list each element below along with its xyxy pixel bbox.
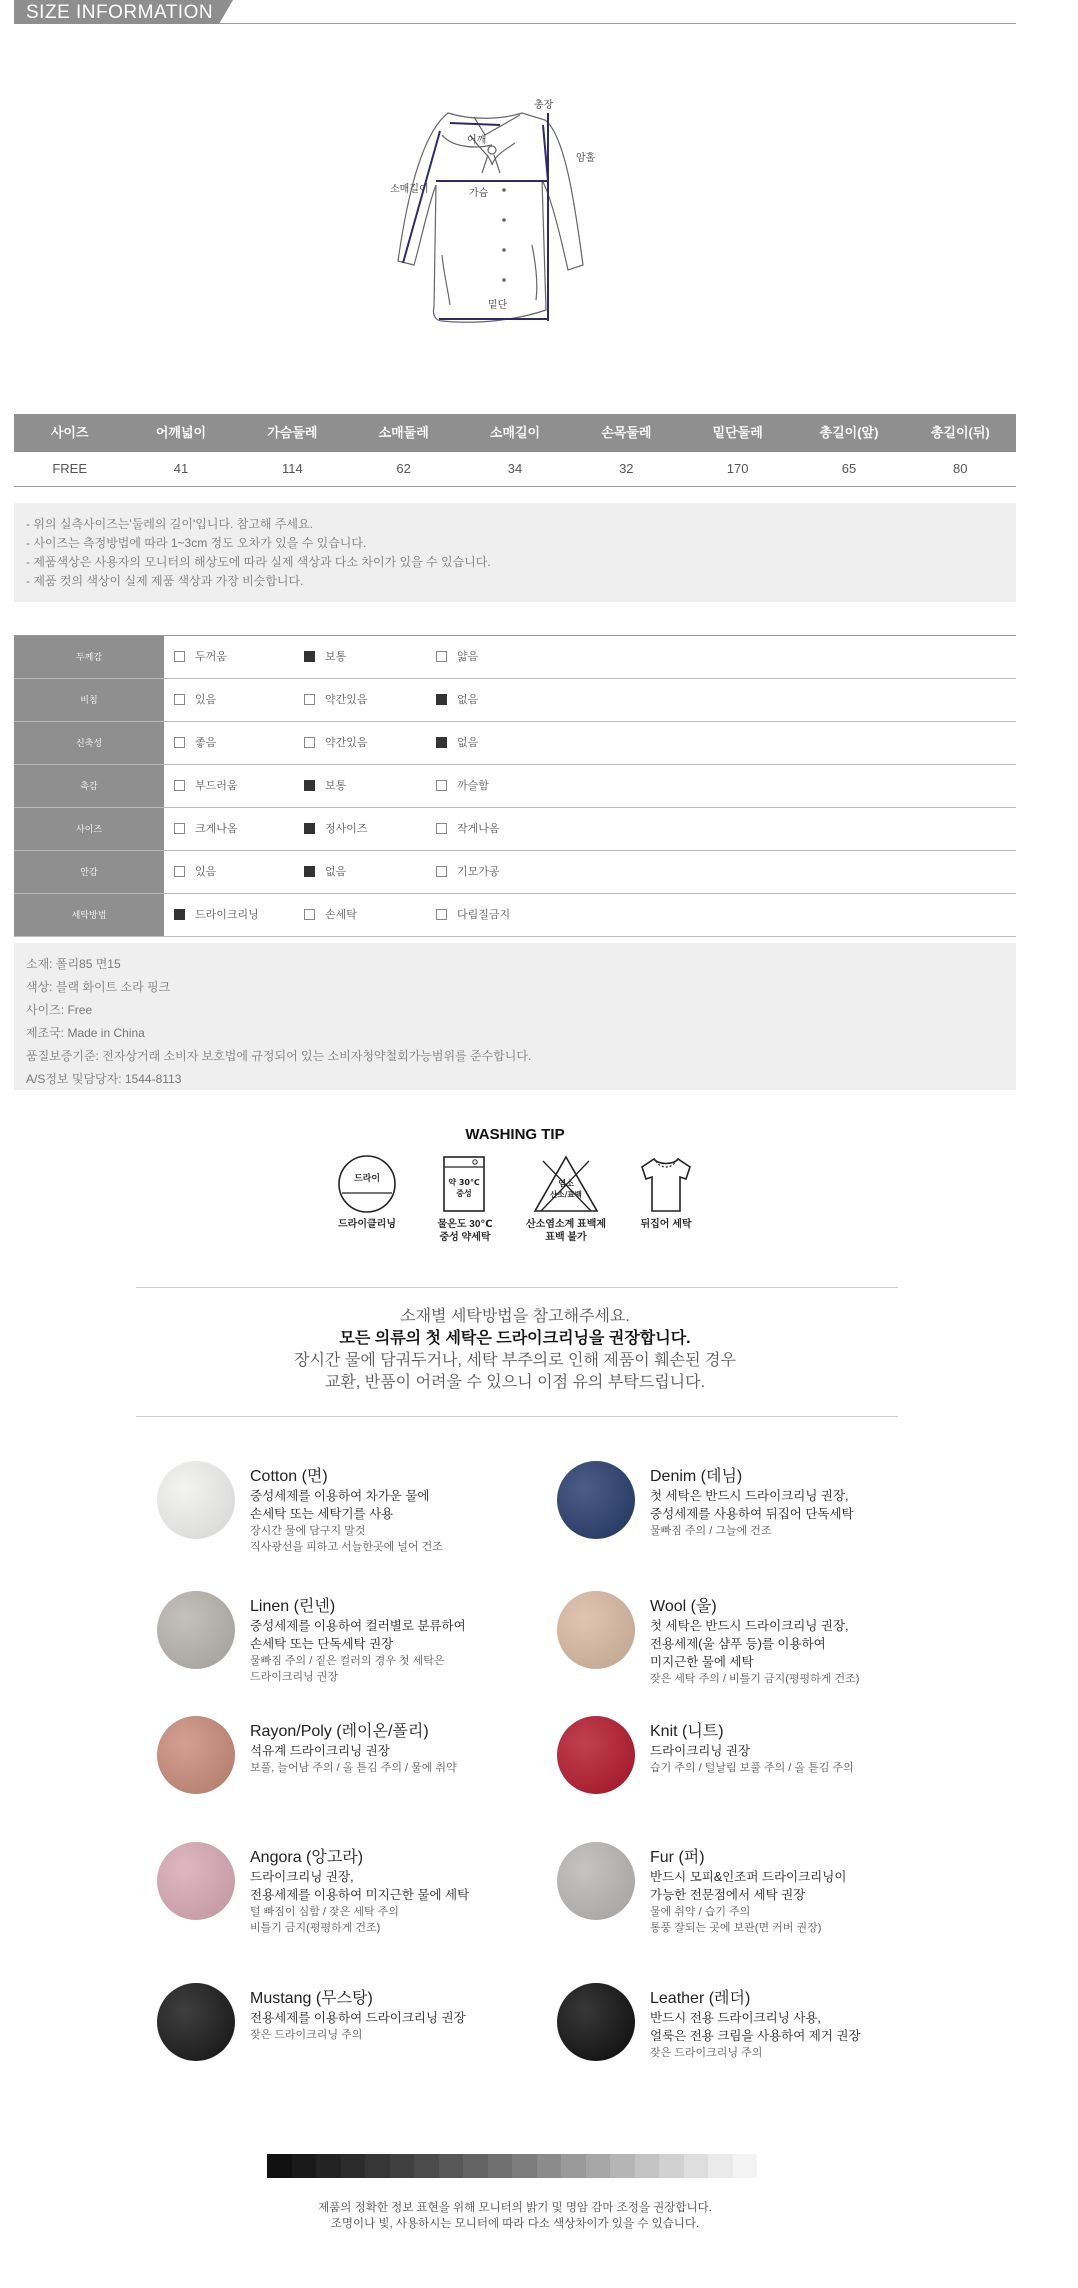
attribute-option bbox=[304, 822, 368, 836]
care-line: 전용세제(울 샴푸 등)를 이용하여 bbox=[650, 1637, 826, 1651]
grayscale-swatch bbox=[463, 2154, 488, 2178]
care-line: 손세탁 또는 단독세탁 권장 bbox=[250, 1637, 394, 1651]
label-sleeve-length: 소매길이 bbox=[390, 184, 429, 195]
table-cell: 170 bbox=[726, 461, 749, 476]
attribute-option bbox=[174, 865, 216, 879]
fabric-care-text bbox=[650, 1617, 859, 1687]
attribute-option bbox=[436, 736, 478, 750]
garment-diagram bbox=[370, 95, 640, 365]
wash-label bbox=[606, 1218, 726, 1231]
fabric-care-text bbox=[650, 2009, 861, 2061]
care-note: 습기 주의 / 털날림 보풀 주의 / 올 튿김 주의 bbox=[650, 1762, 854, 1774]
no-bleach-icon bbox=[531, 1153, 611, 1215]
checkbox-icon bbox=[436, 694, 447, 705]
column-header: 가슴둘레 bbox=[267, 425, 318, 440]
column-header: 총길이(앞) bbox=[819, 425, 879, 440]
checkbox-icon bbox=[304, 866, 315, 877]
product-info bbox=[14, 943, 1016, 1090]
care-note: 보풀, 늘어남 주의 / 올 튿김 주의 / 물에 취약 bbox=[250, 1762, 457, 1774]
attribute-option bbox=[304, 736, 368, 750]
care-line: 중성세제를 이용하여 컬러별로 분류하여 bbox=[250, 1619, 466, 1633]
attribute-label: 세탁방법 bbox=[14, 894, 164, 936]
label-hem: 밑단 bbox=[488, 300, 508, 311]
fabric-swatch bbox=[157, 1983, 235, 2061]
care-note: 직사광선을 피하고 서늘한곳에 널어 건조 bbox=[250, 1541, 443, 1553]
table-cell: FREE bbox=[52, 461, 87, 476]
fabric-name: Fur (퍼) bbox=[650, 1849, 705, 1866]
care-line: 반드시 전용 드라이크리닝 사용, bbox=[650, 2011, 821, 2025]
attribute-label: 두께감 bbox=[14, 636, 164, 678]
attribute-label: 비침 bbox=[14, 679, 164, 721]
care-line: 중성세제를 이용하여 차가운 물에 bbox=[250, 1489, 430, 1503]
care-note: 잦은 드라이크리닝 주의 bbox=[250, 2029, 363, 2041]
wash-label-text: 표백 불가 bbox=[545, 1232, 587, 1243]
column-header: 사이즈 bbox=[50, 425, 89, 440]
fabric-name: Linen (린넨) bbox=[250, 1598, 336, 1615]
care-line: 손세탁 또는 세탁기를 사용 bbox=[250, 1507, 394, 1521]
grayscale-swatch bbox=[341, 2154, 366, 2178]
info-line: A/S정보 및담당자: 1544-8113 bbox=[26, 1072, 182, 1086]
option-label: 있음 bbox=[195, 694, 217, 706]
wash-label-text: 뒤집어 세탁 bbox=[640, 1219, 692, 1230]
checkbox-icon bbox=[174, 866, 185, 877]
table-cell: 34 bbox=[507, 461, 523, 476]
attribute-row bbox=[14, 722, 1016, 765]
fabric-name: Knit (니트) bbox=[650, 1723, 724, 1740]
fabric-swatch bbox=[557, 1983, 635, 2061]
option-label: 없음 bbox=[457, 694, 479, 706]
care-line: 드라이크리닝 권장, bbox=[250, 1870, 354, 1884]
option-label: 기모가공 bbox=[457, 866, 500, 878]
info-line: 제조국: Made in China bbox=[26, 1026, 145, 1040]
checkbox-icon bbox=[304, 651, 315, 662]
fabric-swatch bbox=[157, 1591, 235, 1669]
checkbox-icon bbox=[304, 694, 315, 705]
fabric-care-text bbox=[650, 1487, 854, 1539]
grayscale-swatch bbox=[610, 2154, 635, 2178]
option-label: 있음 bbox=[195, 866, 217, 878]
option-label: 정사이즈 bbox=[325, 823, 368, 835]
table-cell: 80 bbox=[953, 461, 968, 476]
option-label: 약간있음 bbox=[325, 694, 368, 706]
attribute-option bbox=[174, 650, 227, 664]
table-cell: 114 bbox=[281, 461, 303, 476]
wash-label-text: 중성 약세탁 bbox=[439, 1232, 491, 1243]
table-cell: 62 bbox=[396, 461, 411, 476]
option-label: 까슬함 bbox=[457, 780, 489, 792]
no-bleach-icon-text: 염소 bbox=[558, 1179, 574, 1188]
attribute-option bbox=[174, 693, 216, 707]
table-cell: 41 bbox=[173, 461, 189, 476]
fabric-name: Leather (레더) bbox=[650, 1990, 751, 2007]
fabric-care-text bbox=[250, 2009, 466, 2043]
checkbox-icon bbox=[304, 909, 315, 920]
care-note: 통풍 잘되는 곳에 보관(면 커버 권장) bbox=[650, 1922, 822, 1934]
fabric-swatch bbox=[557, 1591, 635, 1669]
info-line: 소재: 폴리85 면15 bbox=[26, 957, 121, 971]
note-line: - 제품 컷의 색상이 실제 제품 색상과 가장 비슷합니다. bbox=[26, 574, 304, 588]
column-header: 총길이(뒤) bbox=[930, 425, 990, 440]
attribute-option bbox=[304, 865, 346, 879]
checkbox-icon bbox=[174, 694, 185, 705]
grayscale-swatch bbox=[292, 2154, 317, 2178]
fabric-care-text bbox=[250, 1868, 469, 1936]
care-note: 비틀기 금지(평평하게 건조) bbox=[250, 1922, 381, 1934]
fabric-name: Mustang (무스탕) bbox=[250, 1990, 373, 2007]
checkbox-icon bbox=[436, 823, 447, 834]
section-title: SIZE INFORMATION bbox=[26, 2, 214, 23]
fabric-name: Rayon/Poly (레이온/폴리) bbox=[250, 1723, 429, 1740]
grayscale-swatch bbox=[586, 2154, 611, 2178]
care-line: 첫 세탁은 반드시 드라이크리닝 권장, bbox=[650, 1619, 849, 1633]
column-header: 소매길이 bbox=[489, 425, 541, 440]
message-line: 장시간 물에 담궈두거나, 세탁 부주의로 인해 제품이 훼손된 경우 bbox=[294, 1352, 736, 1369]
grayscale-swatch bbox=[733, 2154, 758, 2178]
option-label: 얇음 bbox=[457, 651, 479, 663]
care-note: 잦은 드라이크리닝 주의 bbox=[650, 2047, 763, 2059]
grayscale-swatch bbox=[390, 2154, 415, 2178]
checkbox-icon bbox=[436, 651, 447, 662]
fabric-swatch bbox=[557, 1842, 635, 1920]
checkbox-icon bbox=[304, 823, 315, 834]
grayscale-calibration-bar bbox=[267, 2154, 757, 2178]
column-header: 밑단둘레 bbox=[712, 425, 763, 440]
option-label: 보통 bbox=[325, 651, 347, 663]
divider bbox=[136, 1287, 898, 1288]
fabric-swatch bbox=[157, 1716, 235, 1794]
option-label: 부드러움 bbox=[195, 780, 238, 792]
care-note: 물에 취약 / 습기 주의 bbox=[650, 1906, 751, 1918]
attribute-option bbox=[304, 908, 357, 922]
care-note: 장시간 물에 담구지 말것 bbox=[250, 1525, 366, 1537]
fabric-name: Angora (앙고라) bbox=[250, 1849, 364, 1866]
care-note: 물빠짐 주의 / 짙은 컬러의 경우 첫 세탁은 bbox=[250, 1655, 445, 1667]
wash-label-text: 물온도 30℃ bbox=[437, 1219, 493, 1230]
attribute-label: 안감 bbox=[14, 851, 164, 893]
checkbox-icon bbox=[174, 651, 185, 662]
wash-label-text: 드라이클리닝 bbox=[338, 1219, 396, 1230]
attribute-option bbox=[174, 908, 259, 922]
option-label: 크게나옴 bbox=[195, 823, 238, 835]
attribute-row bbox=[14, 765, 1016, 808]
fabric-swatch bbox=[557, 1461, 635, 1539]
checkbox-icon bbox=[174, 823, 185, 834]
checkbox-icon bbox=[436, 737, 447, 748]
attribute-label: 촉감 bbox=[14, 765, 164, 807]
attribute-row bbox=[14, 679, 1016, 722]
fabric-name: Cotton (면) bbox=[250, 1468, 328, 1485]
option-label: 보통 bbox=[325, 780, 347, 792]
fabric-care-text bbox=[250, 1617, 466, 1685]
info-line: 사이즈: Free bbox=[26, 1003, 93, 1017]
attribute-option bbox=[436, 779, 489, 793]
checkbox-icon bbox=[174, 737, 185, 748]
footer-line: 조명이나 빛, 사용하시는 모니터에 따라 다소 색상차이가 있을 수 있습니다. bbox=[330, 2218, 700, 2230]
fabric-swatch bbox=[557, 1716, 635, 1794]
label-armhole: 암홀 bbox=[576, 153, 596, 164]
option-label: 약간있음 bbox=[325, 737, 368, 749]
size-notes bbox=[14, 503, 1016, 602]
grayscale-swatch bbox=[316, 2154, 341, 2178]
grayscale-swatch bbox=[267, 2154, 292, 2178]
inside-out-icon bbox=[636, 1153, 716, 1215]
table-cell: 32 bbox=[619, 461, 634, 476]
checkbox-icon bbox=[436, 866, 447, 877]
info-line: 색상: 블랙 화이트 소라 핑크 bbox=[26, 980, 171, 994]
attribute-option bbox=[304, 693, 368, 707]
attribute-option bbox=[436, 650, 478, 664]
footer-note bbox=[0, 2200, 1030, 2232]
fabric-care-text bbox=[650, 1868, 846, 1936]
attribute-option bbox=[174, 779, 238, 793]
info-line: 품질보증기준: 전자상거래 소비자 보호법에 규정되어 있는 소비자청약철회가능범위를 준수합니다. bbox=[26, 1049, 532, 1063]
note-line: - 사이즈는 측정방법에 따라 1~3cm 정도 오차가 있을 수 있습니다. bbox=[26, 536, 367, 550]
header-divider bbox=[219, 23, 1016, 24]
attribute-option bbox=[436, 693, 478, 707]
grayscale-swatch bbox=[414, 2154, 439, 2178]
care-line: 가능한 전문점에서 세탁 권장 bbox=[650, 1888, 806, 1902]
product-attribute-table bbox=[14, 635, 1016, 937]
grayscale-swatch bbox=[537, 2154, 562, 2178]
column-header: 소매둘레 bbox=[378, 425, 429, 440]
grayscale-swatch bbox=[488, 2154, 513, 2178]
dry-clean-icon-text: 드라이 bbox=[353, 1174, 381, 1184]
wash-message bbox=[0, 1306, 1030, 1394]
attribute-row bbox=[14, 808, 1016, 851]
care-line: 반드시 모피&인조퍼 드라이크리닝이 bbox=[650, 1870, 847, 1884]
attribute-option bbox=[174, 822, 238, 836]
size-table-header bbox=[14, 414, 1016, 452]
care-line: 얼룩은 전용 크림을 사용하여 제거 권장 bbox=[650, 2029, 861, 2043]
grayscale-swatch bbox=[708, 2154, 733, 2178]
attribute-option bbox=[304, 779, 346, 793]
option-label: 좋음 bbox=[195, 737, 217, 749]
option-label: 없음 bbox=[457, 737, 479, 749]
checkbox-icon bbox=[174, 780, 185, 791]
care-note: 물빠짐 주의 / 그늘에 건조 bbox=[650, 1525, 772, 1537]
divider bbox=[136, 1416, 898, 1417]
wash-30-icon-temp: 약 30℃ bbox=[448, 1178, 480, 1187]
wash-30-icon-text: 중성 bbox=[456, 1189, 472, 1198]
care-line: 전용세제를 이용하여 미지근한 물에 세탁 bbox=[250, 1888, 470, 1902]
dry-clean-icon bbox=[336, 1153, 416, 1215]
care-line: 첫 세탁은 반드시 드라이크리닝 권장, bbox=[650, 1489, 849, 1503]
grayscale-swatch bbox=[439, 2154, 464, 2178]
fabric-name: Denim (데님) bbox=[650, 1468, 743, 1485]
checkbox-icon bbox=[436, 909, 447, 920]
note-line: - 위의 실측사이즈는'둘레의 길이'입니다. 참고해 주세요. bbox=[26, 517, 313, 531]
care-note: 털 빠짐이 심함 / 잦은 세탁 주의 bbox=[250, 1906, 399, 1918]
grayscale-swatch bbox=[512, 2154, 537, 2178]
fabric-swatch bbox=[157, 1461, 235, 1539]
footer-line: 제품의 정확한 정보 표현을 위해 모니터의 밝기 및 명암 감마 조정을 권장합니다. bbox=[318, 2202, 712, 2214]
attribute-option bbox=[174, 736, 216, 750]
message-line-emphasis: 모든 의류의 첫 세탁은 드라이크리닝을 권장합니다. bbox=[339, 1330, 691, 1347]
care-note: 드라이크리닝 권장 bbox=[250, 1671, 339, 1683]
column-header: 손목둘레 bbox=[601, 425, 652, 440]
care-line: 중성세제를 사용하여 뒤집어 단독세탁 bbox=[650, 1507, 854, 1521]
option-label: 두꺼움 bbox=[195, 651, 227, 663]
wash-label-text: 산소염소계 표백제 bbox=[525, 1219, 607, 1230]
care-line: 석유계 드라이크리닝 권장 bbox=[250, 1744, 390, 1758]
checkbox-icon bbox=[304, 737, 315, 748]
message-line: 교환, 반품이 어려울 수 있으니 이점 유의 부탁드립니다. bbox=[324, 1374, 706, 1391]
attribute-label: 사이즈 bbox=[14, 808, 164, 850]
label-chest: 가슴 bbox=[469, 188, 489, 199]
grayscale-swatch bbox=[684, 2154, 709, 2178]
fabric-care-text bbox=[250, 1742, 457, 1776]
table-row bbox=[14, 452, 1016, 487]
fabric-name: Wool (울) bbox=[650, 1598, 717, 1615]
no-bleach-icon-text: 산소/표백 bbox=[550, 1190, 582, 1199]
care-note: 잦은 세탁 주의 / 비틀기 금지(평평하게 건조) bbox=[650, 1673, 860, 1685]
table-cell: 65 bbox=[841, 461, 857, 476]
washing-tip-title: WASHING TIP bbox=[465, 1126, 565, 1143]
care-line: 미지근한 물에 세탁 bbox=[650, 1655, 754, 1669]
attribute-option bbox=[436, 908, 510, 922]
label-total-length: 총장 bbox=[534, 100, 554, 111]
attribute-row bbox=[14, 851, 1016, 894]
attribute-option bbox=[436, 865, 500, 879]
option-label: 손세탁 bbox=[325, 909, 357, 921]
checkbox-icon bbox=[304, 780, 315, 791]
option-label: 드라이크리닝 bbox=[195, 909, 259, 921]
note-line: - 제품색상은 사용자의 모니터의 해상도에 따라 실제 색상과 다소 차이가 있을 수 있습니다. bbox=[26, 555, 491, 569]
column-header: 어깨넓이 bbox=[155, 425, 207, 440]
attribute-option bbox=[436, 822, 500, 836]
grayscale-swatch bbox=[561, 2154, 586, 2178]
attribute-row bbox=[14, 636, 1016, 679]
option-label: 다림질금지 bbox=[457, 909, 511, 921]
fabric-care-text bbox=[650, 1742, 854, 1776]
fabric-care-text bbox=[250, 1487, 443, 1555]
care-line: 전용세제를 이용하여 드라이크리닝 권장 bbox=[250, 2011, 466, 2025]
checkbox-icon bbox=[174, 909, 185, 920]
attribute-option bbox=[304, 650, 346, 664]
attribute-row bbox=[14, 894, 1016, 937]
label-shoulder: 어깨 bbox=[467, 135, 487, 146]
grayscale-swatch bbox=[659, 2154, 684, 2178]
grayscale-swatch bbox=[635, 2154, 660, 2178]
wash-30-icon bbox=[440, 1153, 520, 1215]
message-line: 소재별 세탁방법을 참고해주세요. bbox=[400, 1308, 630, 1325]
attribute-label: 신축성 bbox=[14, 722, 164, 764]
option-label: 없음 bbox=[325, 866, 347, 878]
fabric-swatch bbox=[157, 1842, 235, 1920]
checkbox-icon bbox=[436, 780, 447, 791]
option-label: 작게나옴 bbox=[457, 823, 500, 835]
grayscale-swatch bbox=[365, 2154, 390, 2178]
care-line: 드라이크리닝 권장 bbox=[650, 1744, 751, 1758]
